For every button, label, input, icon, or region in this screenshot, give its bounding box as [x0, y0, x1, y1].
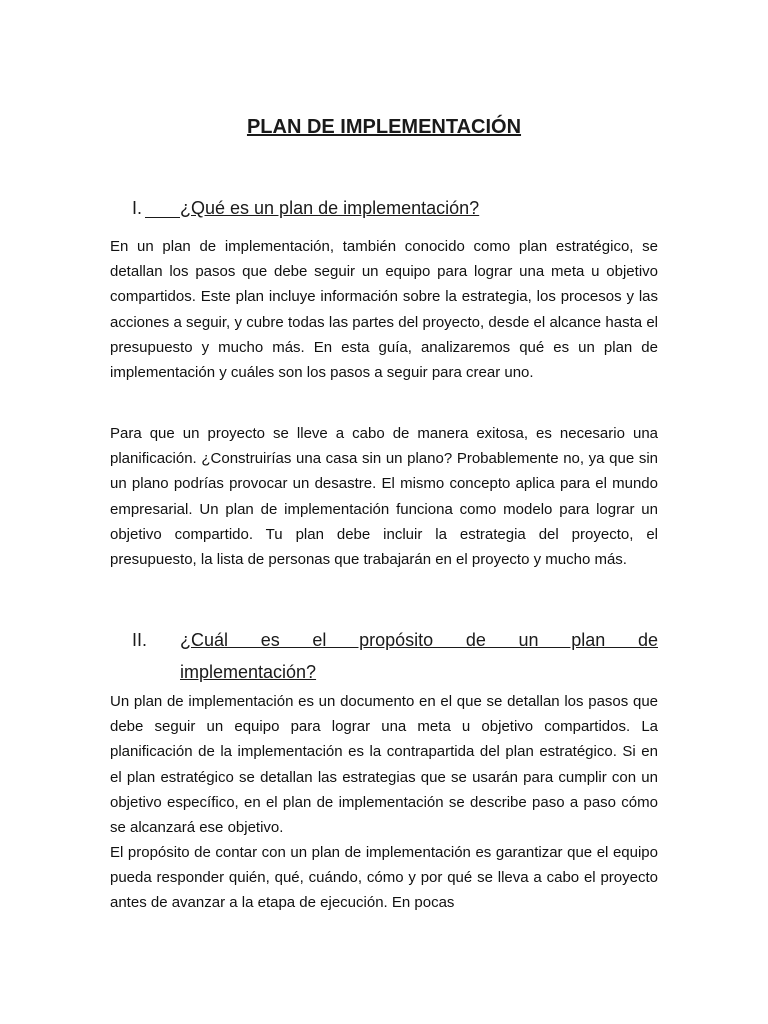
section-number-1: I. — [132, 198, 143, 218]
section-number-2: II. — [132, 630, 148, 650]
section-heading-2 — [110, 624, 658, 688]
section-title-1: ¿Qué es un plan de implementación? — [180, 198, 480, 218]
section-title-2-line2: implementación? — [180, 662, 317, 682]
paragraph-2: Para que un proyecto se lleve a cabo de manera exitosa, es necesario una planificación. ¿Construirías una casa sin un plano? Probablemente no, ya que sin un plano podrías provocar un desastre. El mismo concepto aplica para el mundo empresarial. Un plan de implementación funciona como modelo para lograr un objetivo compartido. Tu plan debe incluir la estrategia del proyecto, el presupuesto, la lista de personas que trabajarán en el proyecto y mucho más. — [110, 425, 658, 569]
heading-underline-gap — [145, 196, 180, 218]
paragraph-3: Un plan de implementación es un documento en el que se detallan los pasos que debe seguir un equipo para lograr una meta u objetivo compartidos. La planificación de la implementación es la contrapartida del plan estratégico. Si en el plan estratégico se detallan las estrategias que se usarán para cumplir con un objetivo específico, en el plan de implementación se describe paso a paso cómo se alcanzará ese objetivo. — [110, 693, 658, 837]
paragraph-1: En un plan de implementación, también conocido como plan estratégico, se detallan los pasos que debe seguir un equipo para lograr una meta u objetivo compartidos. Este plan incluye información sobre la estrategia, los procesos y las acciones a seguir, y cubre todas las partes del proyecto, desde el alcance hasta el presupuesto y mucho más. En esta guía, analizaremos qué es un plan de implementación y cuáles son los pasos a seguir para crear uno. — [110, 238, 658, 382]
paragraph-4: El propósito de contar con un plan de implementación es garantizar que el equipo pueda responder quién, qué, cuándo, cómo y por qué se lleva a cabo el proyecto antes de avanzar a la etapa de ejecución. En pocas — [110, 844, 658, 912]
document-page — [110, 0, 658, 1024]
document-title: PLAN DE IMPLEMENTACIÓN — [246, 116, 522, 138]
section-title-2-line1: ¿Cuál es el propósito de un plan de — [180, 630, 658, 650]
